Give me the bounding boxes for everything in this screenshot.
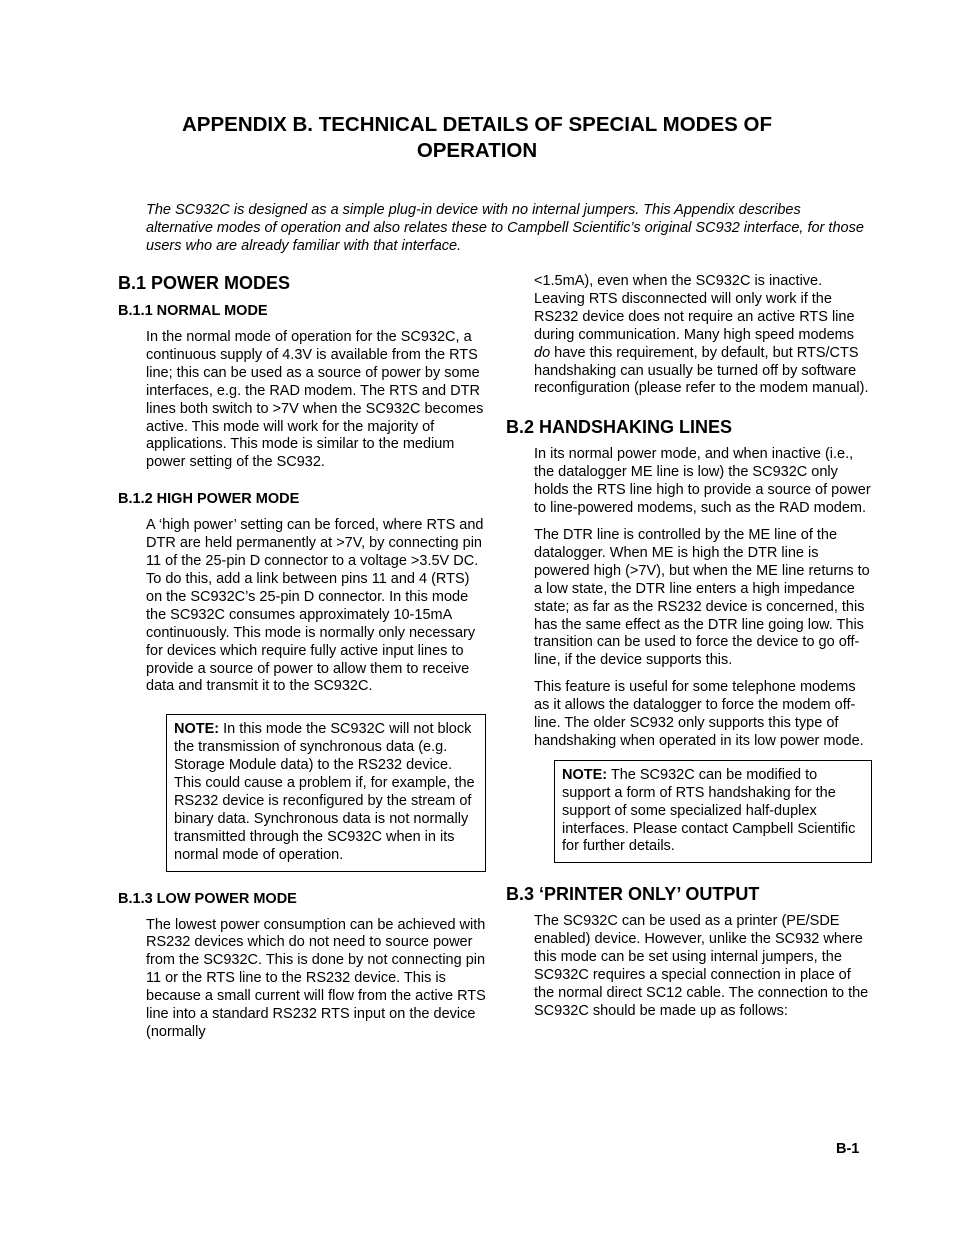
section-b13-text: The lowest power consumption can be achieved with RS232 devices which do not need to source power from the SC932C. This is done by not connecting pin 11 or the RTS line to the RS232 device. This is because a small current will flow from the active RTS line into a standard RS232 RTS input on the device (normally: [146, 916, 486, 1040]
intro-paragraph: The SC932C is designed as a simple plug-in device with no internal jumpers. This Appendix describes alternative modes of operation and also relates these to Campbell Scientific’s original SC932 interface, for those users who are already familiar with that interface.: [146, 202, 864, 254]
b13-cont-emphasis: do: [534, 344, 551, 361]
note-label: NOTE:: [174, 721, 220, 738]
section-b1-heading: B.1 POWER MODES: [118, 273, 291, 293]
note-text: In this mode the SC932C will not block the transmission of synchronous data (e.g. Storage Module data) to the RS232 device. This could cause a problem if, for example, the RS232 device is reconfigured by the stream of binary data. Synchronous data is not normally transmitted through the SC932C when in its normal mode of operation.: [174, 721, 475, 863]
section-b3-text: The SC932C can be used as a printer (PE/SDE enabled) device. However, unlike the SC932 where this mode can be set using internal jumpers, the SC932C requires a special connection in place of the normal direct SC12 cable. The connection to the SC932C should be made up as follows:: [534, 913, 869, 1019]
page-title: [150, 112, 804, 164]
note-box-high-power: [166, 714, 486, 871]
b13-cont-before: <1.5mA), even when the SC932C is inactive. Leaving RTS disconnected will only work if the RS232 device does not require an active RTS line during communication. Many high speed modems: [534, 273, 855, 343]
section-b13-continued: [534, 273, 872, 398]
section-b12-text: A ‘high power’ setting can be forced, where RTS and DTR are held permanently at >7V, by connecting pin 11 of the 25-pin D connector to a voltage >3.5V DC. To do this, add a link between pins 11 and 4 (RTS) on the SC932C’s 25-pin D connector. In this mode the SC932C consumes approximately 10-15mA continuously. This mode is normally only necessary for devices which require fully active input lines to provide a source of power to allow them to receive data and transmit it to the SC932C.: [146, 517, 484, 695]
section-b12-heading: B.1.2 HIGH POWER MODE: [118, 491, 300, 508]
section-b11-heading: B.1.1 NORMAL MODE: [118, 303, 268, 319]
section-b2-p1: In its normal power mode, and when inactive (i.e., the datalogger ME line is low) the SC932C only holds the RTS line high to provide a source of power to line-powered modems, such as the RAD modem.: [534, 446, 871, 517]
page-number: B-1: [836, 1141, 860, 1157]
left-column: [118, 272, 486, 1051]
section-b3-heading: B.3 ‘PRINTER ONLY’ OUTPUT: [506, 884, 760, 905]
section-b2-heading: B.2 HANDSHAKING LINES: [506, 417, 733, 438]
section-b2-p2: The DTR line is controlled by the ME line of the datalogger. When ME is high the DTR line is powered high (>7V), but when the ME line returns to a low state, the DTR line enters a high impedance state; as far as the RS232 device is concerned, this has the same effect as the DTR line going low. This transition can be used to force the device to go off-line, if the device supports this.: [534, 526, 870, 669]
b13-cont-after: have this requirement, by default, but RTS/CTS handshaking can usually be turned off by software reconfiguration (please refer to the modem manual).: [534, 344, 869, 397]
title-line-2: OPERATION: [416, 139, 538, 162]
note-label: NOTE:: [562, 766, 608, 783]
note-box-handshaking: [554, 760, 872, 864]
note-text: The SC932C can be modified to support a form of RTS handshaking for the support of some specialized half-duplex interfaces. Please contact Campbell Scientific for further details.: [562, 766, 856, 855]
section-b2-p3: This feature is useful for some telephone modems as it allows the datalogger to force the modem off-line. The older SC932 only supports this type of handshaking when operated in its low power mode.: [534, 679, 864, 749]
section-b13-heading: B.1.3 LOW POWER MODE: [118, 890, 297, 907]
section-b11-text: In the normal mode of operation for the SC932C, a continuous supply of 4.3V is available from the RTS line; this can be used as a source of power by some interfaces, e.g. the RAD modem. The RTS and DTR lines both switch to >7V when the SC932C becomes active. This mode will work for the majority of applications. This mode is similar to the medium power setting of the SC932.: [146, 329, 484, 471]
title-line-1: APPENDIX B. TECHNICAL DETAILS OF SPECIAL MODES OF: [182, 113, 772, 136]
right-column: [506, 273, 872, 1030]
